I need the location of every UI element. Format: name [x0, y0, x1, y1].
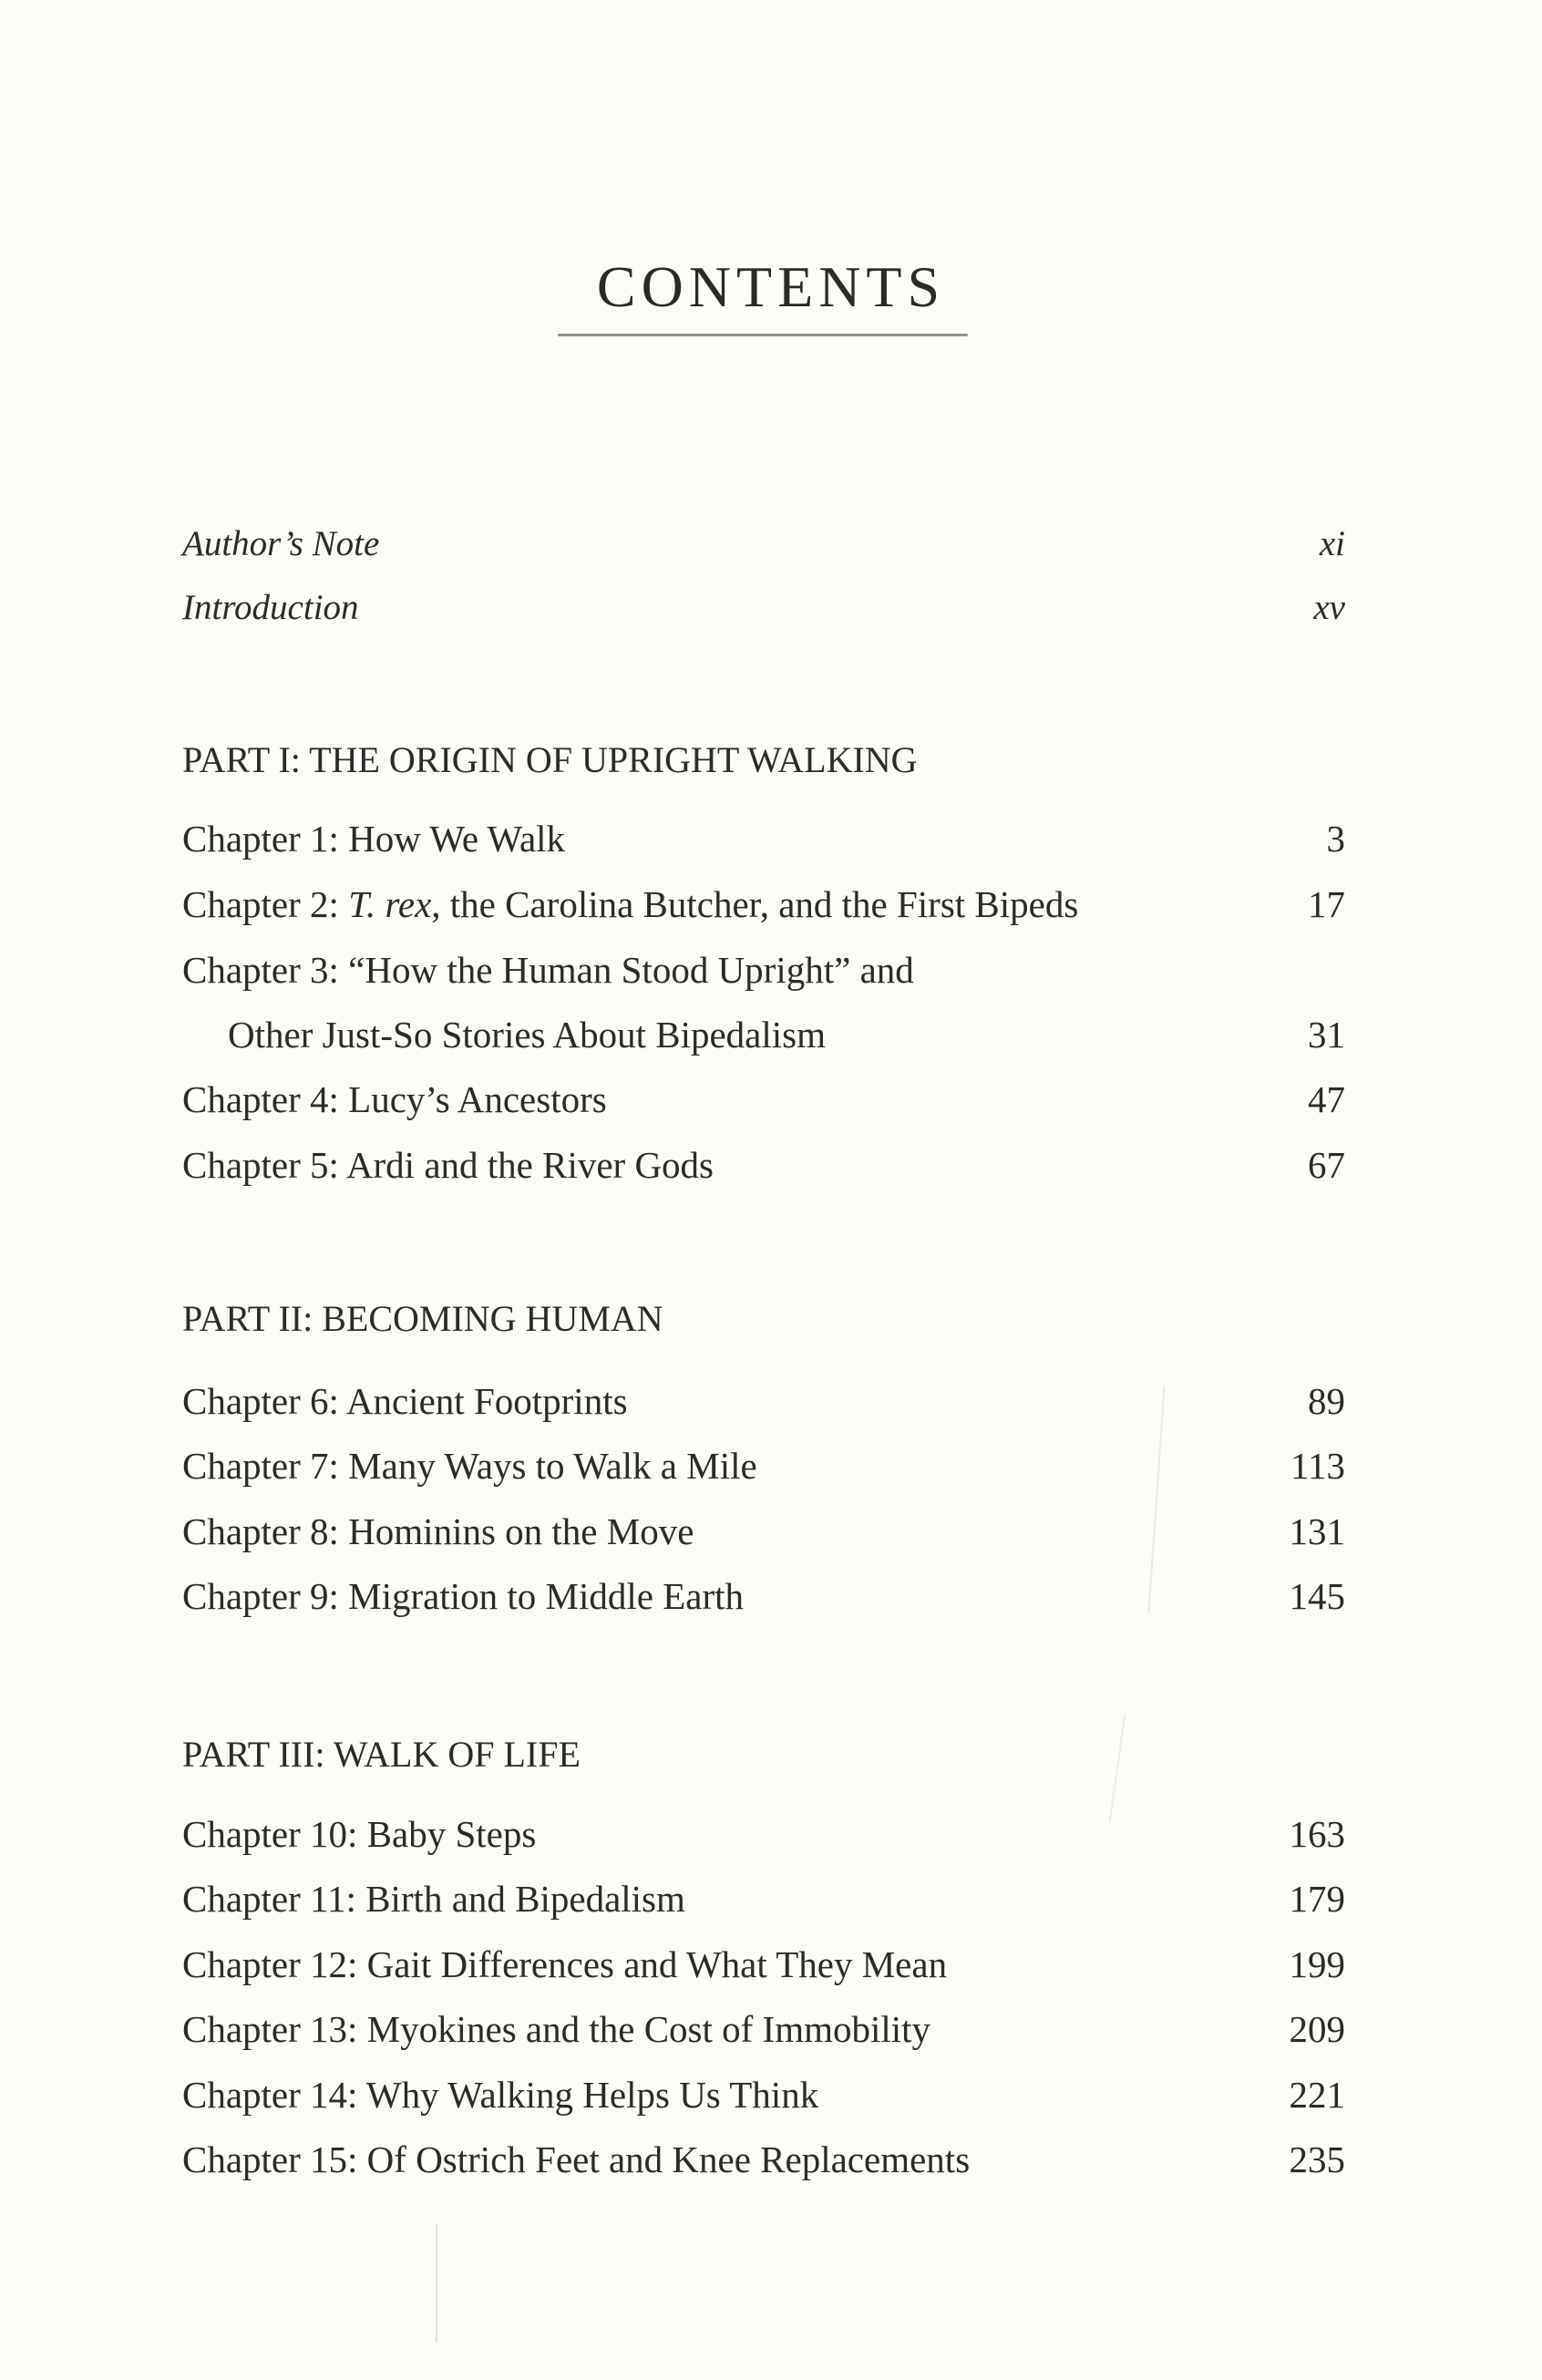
entry-page-number: xv [1313, 588, 1345, 627]
label-prefix: Chapter 2: [182, 883, 349, 925]
entry-page-number: 235 [1289, 2138, 1345, 2180]
entry-page-number: 163 [1289, 1813, 1345, 1855]
toc-entry-chapter-9[interactable] [182, 1571, 1345, 1622]
toc-entry-chapter-10[interactable] [182, 1808, 1345, 1860]
entry-page-number: 113 [1290, 1445, 1345, 1487]
toc-entry-chapter-12[interactable] [182, 1939, 1345, 1990]
entry-label: Chapter 12: Gait Differences and What They Mean [182, 1943, 948, 1985]
toc-entry-chapter-2[interactable] [182, 879, 1345, 930]
entry-page-number: 131 [1289, 1510, 1345, 1552]
label-suffix: , the Carolina Butcher, and the First Bipeds [431, 883, 1079, 925]
entry-label: Chapter 9: Migration to Middle Earth [182, 1575, 745, 1617]
entry-label-continued: Other Just-So Stories About Bipedalism [228, 1014, 826, 1056]
entry-label: Chapter 6: Ancient Footprints [182, 1380, 628, 1422]
toc-entry-chapter-15[interactable] [182, 2134, 1345, 2185]
toc-entry-chapter-5[interactable] [182, 1139, 1345, 1190]
entry-label: Chapter 14: Why Walking Helps Us Think [182, 2074, 819, 2116]
entry-label: Chapter 1: How We Walk [182, 818, 566, 860]
entry-page-number: 199 [1289, 1943, 1345, 1985]
entry-label: Chapter 4: Lucy’s Ancestors [182, 1078, 607, 1120]
entry-page-number: xi [1319, 524, 1345, 563]
part-heading-2: PART II: BECOMING HUMAN [182, 1298, 663, 1339]
entry-label: Chapter 5: Ardi and the River Gods [182, 1144, 714, 1186]
entry-label: Chapter 11: Birth and Bipedalism [182, 1878, 685, 1920]
entry-label [182, 879, 1078, 930]
toc-entry-chapter-7[interactable] [182, 1440, 1345, 1491]
part-heading-3: PART III: WALK OF LIFE [182, 1734, 581, 1775]
toc-entry-authors-note[interactable] [182, 519, 1345, 570]
entry-page-number: 221 [1289, 2074, 1345, 2116]
entry-page-number: 47 [1308, 1078, 1345, 1120]
entry-label: Chapter 13: Myokines and the Cost of Immobility [182, 2008, 931, 2050]
scan-crease-mark [436, 2224, 437, 2343]
toc-entry-chapter-6[interactable] [182, 1375, 1345, 1427]
entry-label: Chapter 10: Baby Steps [182, 1813, 537, 1855]
part-heading-1: PART I: THE ORIGIN OF UPRIGHT WALKING [182, 739, 918, 780]
toc-entry-chapter-4[interactable] [182, 1074, 1345, 1125]
entry-label: Author’s Note [182, 524, 380, 563]
entry-page-number: 209 [1289, 2008, 1345, 2050]
label-italic-species: T. rex [348, 883, 432, 925]
toc-entry-chapter-8[interactable] [182, 1506, 1345, 1557]
toc-entry-chapter-1[interactable] [182, 813, 1345, 864]
title-underline-rule [558, 334, 968, 336]
entry-page-number: 145 [1289, 1575, 1345, 1617]
toc-entry-chapter-13[interactable] [182, 2004, 1345, 2055]
entry-page-number: 31 [1308, 1014, 1345, 1056]
entry-page-number: 3 [1326, 818, 1345, 860]
entry-label: Chapter 3: “How the Human Stood Upright” and [182, 949, 914, 991]
toc-entry-chapter-14[interactable] [182, 2069, 1345, 2120]
entry-label: Chapter 7: Many Ways to Walk a Mile [182, 1445, 757, 1487]
entry-page-number: 67 [1308, 1144, 1345, 1186]
toc-entry-chapter-3[interactable] [182, 944, 1345, 995]
entry-label: Chapter 8: Hominins on the Move [182, 1510, 694, 1552]
scan-crease-mark [1109, 1714, 1126, 1822]
toc-entry-chapter-11[interactable] [182, 1873, 1345, 1924]
toc-entry-introduction[interactable] [182, 582, 1345, 634]
entry-label: Introduction [182, 588, 359, 627]
entry-page-number: 89 [1308, 1380, 1345, 1422]
entry-page-number: 179 [1289, 1878, 1345, 1920]
toc-entry-chapter-3-continued[interactable] [182, 1009, 1345, 1060]
entry-page-number: 17 [1308, 883, 1345, 925]
entry-label: Chapter 15: Of Ostrich Feet and Knee Replacements [182, 2138, 971, 2180]
page-title: CONTENTS [596, 254, 946, 319]
